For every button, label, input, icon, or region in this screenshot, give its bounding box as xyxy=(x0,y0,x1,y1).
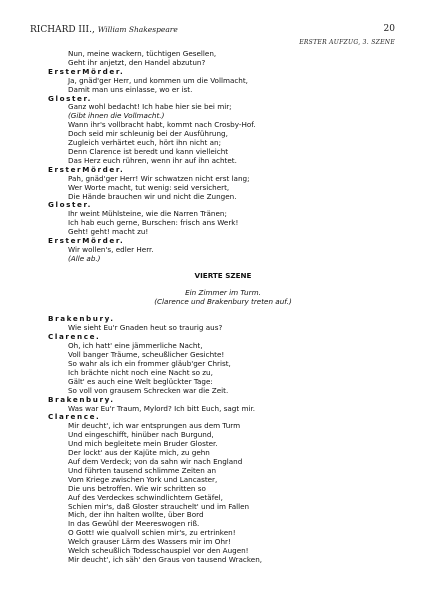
verse-line: Auf des Verdeckes schwindlichtem Getäfel, xyxy=(68,492,223,502)
verse-line: So wahr als ich ein frommer gläub'ger Christ, xyxy=(68,359,231,368)
verse-line: Die uns betroffen. Wie wir schritten so xyxy=(68,483,206,493)
verse-line: Ihr weint Mühlsteine, wie die Narren Tränen; xyxy=(68,209,227,219)
scene-heading: VIERTE SZENE xyxy=(194,270,252,280)
author-name: William Shakespeare xyxy=(97,25,178,34)
page-number: 20 xyxy=(383,24,395,34)
verse-line: Und führten tausend schlimme Zeiten an xyxy=(68,465,217,475)
verse-line: Welch scheußlich Todesschauspiel vor den Augen! xyxy=(68,546,249,556)
verse-line: Voll banger Träume, scheußlicher Gesichte! xyxy=(68,350,225,360)
speaker-name: Gloster. xyxy=(48,200,92,210)
verse-line: Auf dem Verdeck; von da sahn wir nach England xyxy=(68,456,243,466)
verse-line: Vom Kriege zwischen York und Lancaster, xyxy=(68,474,218,484)
stage-direction: (Alle ab.) xyxy=(68,253,101,263)
verse-line: So voll von grausem Schrecken war die Zeit. xyxy=(68,385,229,395)
scene-entrance: (Clarence und Brakenbury treten auf.) xyxy=(154,296,292,306)
verse-line: Doch seid mir schleunig bei der Ausführung, xyxy=(68,129,228,139)
speaker-name: Brakenbury. xyxy=(48,394,115,404)
scene-setting: Ein Zimmer im Turm. xyxy=(185,287,261,297)
act-scene-label: ERSTER AUFZUG, 3. SZENE xyxy=(299,39,395,46)
verse-line: Wie sieht Eu'r Gnaden heut so traurig aus? xyxy=(68,323,223,333)
verse-line: Zugleich verhärtet euch, hört ihn nicht an; xyxy=(68,138,222,148)
verse-line: Damit man uns einlasse, wo er ist. xyxy=(68,84,193,94)
play-text xyxy=(48,50,398,565)
speaker-name: Clarence. xyxy=(48,332,101,342)
scene-four-dialogue xyxy=(48,315,398,564)
verse-line: Wir wollen's, edler Herr. xyxy=(68,244,154,254)
verse-line: Der lockt' aus der Kajüte mich, zu gehn xyxy=(68,448,210,458)
speaker-name: ErsterMörder. xyxy=(48,66,125,76)
verse-line: Ja, gnäd'ger Herr, und kommen um die Vollmacht, xyxy=(68,75,248,85)
verse-line: Wann ihr's vollbracht habt, kommt nach Crosby-Hof. xyxy=(68,120,256,130)
verse-line: Schien mir's, daß Gloster strauchelt' und im Fallen xyxy=(68,501,250,511)
speaker-name: ErsterMörder. xyxy=(48,236,125,246)
verse-line: Und eingeschifft, hinüber nach Burgund, xyxy=(68,430,214,440)
verse-line: Mich, der ihn halten wollte, über Bord xyxy=(68,510,204,520)
verse-line: Mir deucht', ich war entsprungen aus dem Turm xyxy=(68,421,241,431)
verse-line: Pah, gnäd'ger Herr! Wir schwatzen nicht erst lang; xyxy=(68,173,250,183)
verse-line: Ich brächte nicht noch eine Nacht so zu, xyxy=(68,367,213,377)
verse-line: Welch grauser Lärm des Wassers mir im Ohr! xyxy=(68,537,231,547)
verse-line: Was war Eu'r Traum, Mylord? Ich bitt Euch, sagt mir. xyxy=(68,403,256,413)
verse-line: Geht! geht! macht zu! xyxy=(68,227,149,237)
verse-line: Nun, meine wackern, tüchtigen Gesellen, xyxy=(68,49,217,58)
verse-line: Das Herz euch rühren, wenn ihr auf ihn achtet. xyxy=(68,155,237,165)
verse-line: Gält' es auch eine Welt beglückter Tage: xyxy=(68,376,213,386)
verse-line: Wer Worte macht, tut wenig: seid versichert, xyxy=(68,182,230,192)
verse-line: Oh, ich hatt' eine jämmerliche Nacht, xyxy=(68,341,203,351)
verse-line: Mir deucht', ich säh' den Graus von tausend Wracken, xyxy=(68,554,263,564)
play-title: RICHARD III., xyxy=(30,25,95,35)
verse-line: O Gott! wie qualvoll schien mir's, zu ertrinken! xyxy=(68,528,236,538)
verse-line: Ich hab euch gerne, Burschen: frisch ans Werk! xyxy=(68,218,239,228)
verse-line: Ganz wohl bedacht! Ich habe hier sie bei mir; xyxy=(68,102,232,112)
verse-line: In das Gewühl der Meereswogen riß. xyxy=(68,519,200,529)
verse-line: Die Hände brauchen wir und nicht die Zungen. xyxy=(68,191,237,201)
running-header-title xyxy=(30,25,178,35)
verse-line: Denn Clarence ist beredt und kann vielleicht xyxy=(68,146,229,156)
speaker-name: Clarence. xyxy=(48,412,101,422)
scene-three-ending xyxy=(48,50,398,264)
verse-line: Geht ihr anjetzt, den Handel abzutun? xyxy=(68,57,206,67)
stage-direction: (Gibt ihnen die Vollmacht.) xyxy=(68,111,165,121)
speaker-name: ErsterMörder. xyxy=(48,164,125,174)
verse-line: Und mich begleitete mein Bruder Gloster. xyxy=(68,439,218,449)
speaker-name: Brakenbury. xyxy=(48,314,115,324)
speaker-name: Gloster. xyxy=(48,93,92,103)
